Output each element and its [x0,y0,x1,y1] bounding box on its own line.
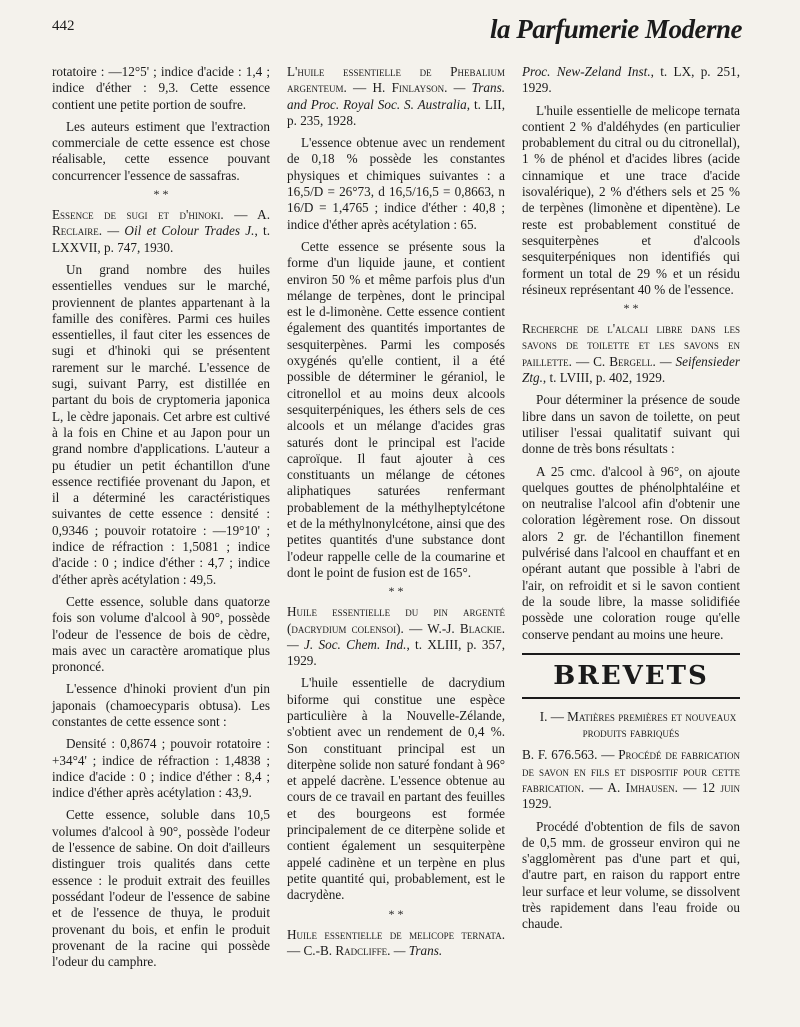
patent-heading: B. F. 676.563. — Procédé de fabrication de savon en fils et dispositif pour cette fabrication. — A. Imhausen. — 12 juin 1929. [522,747,740,812]
section-separator: * * [153,187,169,202]
paragraph: L'huile essentielle de melicope ternata contient 2 % d'aldéhydes (en particulier probablement du citral ou du citronellal), 1 % de phénol et d'acides libres (acide cinnamique et une trace d'acide isovalérique), 2 % d'éthers sels et 25 % de terpènes (limonène et dipentène). Le reste est probablement constitué de sesquiterpènes et d'alcools sesquiterpéniques non identifiés qui forment un total de 29 % et un résidu résineux représentant 40 % de l'essence. [522,102,740,297]
section-separator: * * [388,584,404,599]
heading-journal: — Oil et Colour Trades J. [107,223,255,239]
section-separator: * * [623,301,639,316]
article-heading-melicope [287,927,505,960]
article-heading-phebalium [287,64,505,129]
column-2 [287,64,505,965]
heading-reference: , t. LII, p. 235, 1928. [287,96,505,128]
section-separator: * * [388,906,404,921]
paragraph: Un grand nombre des huiles essentielles vendues sur le marché, proviennent de plantes appartenant à la famille des conifères. Parmi ces huiles essentielles, il faut citer les essences de sugi et d'hinoki qui se présentent rarement sur le marché. L'essence de sugi, suivant Parry, est distillée en partant du bois de cryptomeria japonica L, le cèdre japonais. Cet arbre est cultivé à la fois en Chine et au Japon pour un grand nombre d'applications. L'auteur a pu étudier un petit échantillon d'une essence rectifiée provenant du Japon, et il a déterminé les caractéristiques suivantes de cette essence : densité : 0,9346 ; pouvoir rotatoire : —19°10' ; indice de réfraction : 1,5081 ; indice d'acide : 0 ; indice d'éther : 4,7 ; indice d'éther après acétylation : 49,5. [52,261,270,587]
heading-title: Huile essentielle du pin argenté (dacrydium colensoi). — W.-J. Blackie. [287,604,505,636]
paragraph: L'essence d'hinoki provient d'un pin japonais (chamoecyparis obtusa). Les constantes de cette essence sont : [52,681,270,729]
masthead-title: la Parfumerie Moderne [490,14,742,44]
heading-reference: , t. LX, p. 251, 1929. [522,64,740,96]
heading-reference: , t. LVIII, p. 402, 1929. [542,370,666,386]
paragraph: Procédé d'obtention de fils de savon de 0,5 mm. de grosseur environ qui ne s'agglomèrent pas d'une part et qui, d'autre part, en raison du rapport entre leur surface et leur volume, se dissolvent très rapidement dans l'eau froide ou chaude. [522,818,740,932]
heading-journal: — J. Soc. Chem. Ind. [287,636,407,652]
article-heading-alcali [522,321,740,386]
section-heading: I. — Matières premières et nouveaux produits fabriqués [539,708,737,741]
article-heading-pin [287,604,505,669]
brevets-banner [522,653,740,699]
paragraph: A 25 cmc. d'alcool à 96°, on ajoute quelques gouttes de phénolphtaléine et on neutralise l'alcool afin d'obtenir une coloration légèrement rose. On dissout alors 2 gr. de l'échantillon finement pulvérisé dans l'alcool en chauffant et en opérant autant que possible à l'abri de l'air, on refroidit et si le savon contient de la soude libre, la masse solidifiée possède une coloration rouge qu'elle conserve pendant au moins une heure. [522,463,740,642]
paragraph: Densité : 0,8674 ; pouvoir rotatoire : +34°4' ; indice de réfraction : 1,4838 ; indice d'acide : 0 ; indice d'éther : 8,4 ; indice d'éther après acétylation : 43,9. [52,736,270,801]
paragraph: rotatoire : —12°5' ; indice d'acide : 1,4 ; indice d'éther : 9,3. Cette essence contient une petite portion de soufre. [52,64,270,112]
article-heading-melicope-continued [522,64,740,97]
paragraph: Cette essence, soluble dans quatorze fois son volume d'alcool à 90°, possède l'odeur de l'essence de bois de cèdre, mais avec un caractère aromatique plus prononcé. [52,593,270,675]
heading-journal: — Trans. [393,942,443,958]
column-1 [52,64,270,976]
heading-title: Huile essentielle de melicope ternata. — C.-B. Radcliffe. [287,926,505,958]
heading-reference: , t. LXXVII, p. 747, 1930. [52,223,271,255]
brevets-title: BREVETS [553,660,709,691]
paragraph: Pour déterminer la présence de soude libre dans un savon de toilette, on peut utiliser l'essai qualitatif suivant qui donne de très bons résultats : [522,392,740,457]
paragraph: L'essence obtenue avec un rendement de 0,18 % possède les constantes physiques et chimiques suivantes : a 16,5/D = 26°73, d 16,5/16,5 = 0,8663, n 16/D = 1,4765 ; indice d'éther : 40,8 ; indice d'éther après acétylation : 65. [287,135,505,232]
heading-journal: — Seifensieder Ztg. [522,353,741,386]
paragraph: Cette essence, soluble dans 10,5 volumes d'alcool à 90°, possède l'odeur de l'essence de sabine. On doit d'ailleurs distinguer trois qualités dans cette essence : le produit extrait des feuilles possédant l'odeur de l'essence de sabine et de l'essence de thuya, le produit provenant du bois, et enfin le produit provenant de la racine qui possède l'odeur du camphre. [52,807,270,970]
heading-title: L'huile essentielle de Phebalium argenteum. — H. Finlayson. [287,64,505,96]
heading-title: Recherche de l'alcali libre dans les savons de toilette et les savons en paillette. — C. Bergell. [522,321,740,369]
heading-title: Essence de sugi et d'hinoki. — A. Reclaire. [52,207,270,239]
paragraph: Les auteurs estiment que l'extraction commerciale de cette essence est chose réalisable, cette essence pouvant concurrencer l'essence de sassafras. [52,118,270,183]
column-3 [522,64,740,939]
page-number: 442 [52,18,75,34]
heading-reference: , t. XLIII, p. 357, 1929. [287,636,505,669]
heading-journal: — Trans. and Proc. Royal Soc. S. Australia [287,80,505,112]
article-heading-sugi [52,207,270,256]
paragraph: L'huile essentielle de dacrydium biforme qui constitue une espèce particulière à la Nouvelle-Zélande, s'obtient avec un rendement de 0,4 %. Son constituant principal est un diterpène solide non saturé fondant à 96° et appelé dacrène. L'essence obtenue au cours de ce travail en partant des feuilles et des bourgeons est formée principalement de ce diterpène solide et contient également un sesquiterpène appelé cadinène et un terpène en plus petite quantité qui, probablement, est le dacrydène. [287,675,505,903]
paragraph: Cette essence se présente sous la forme d'un liquide jaune, et contient environ 50 % et même parfois plus d'un mélange de terpènes, dont le principal est le d-limonène. Cette essence contient également des quantités importantes de sesquiterpènes. Parmi les composés oxygénés qu'elle contient, il a été possible de déterminer le géraniol, le citronellol et au moins deux alcools sesquiterpéniques, les éthers sels de ces alcools et un mélange d'acides gras saturés dont le principal est l'acide caproïque. Il faut ajouter à ces constituants un mélange de cétones aliphatiques saturées renfermant probablement de la méthylheptylcétone et de la méthylnonylcétone, ainsi que des petites quantités d'une substance dont l'odeur rappelle celle de la coumarine et dont le point de fusion est de 165°. [287,238,505,580]
heading-journal: Proc. New-Zeland Inst. [522,64,651,79]
